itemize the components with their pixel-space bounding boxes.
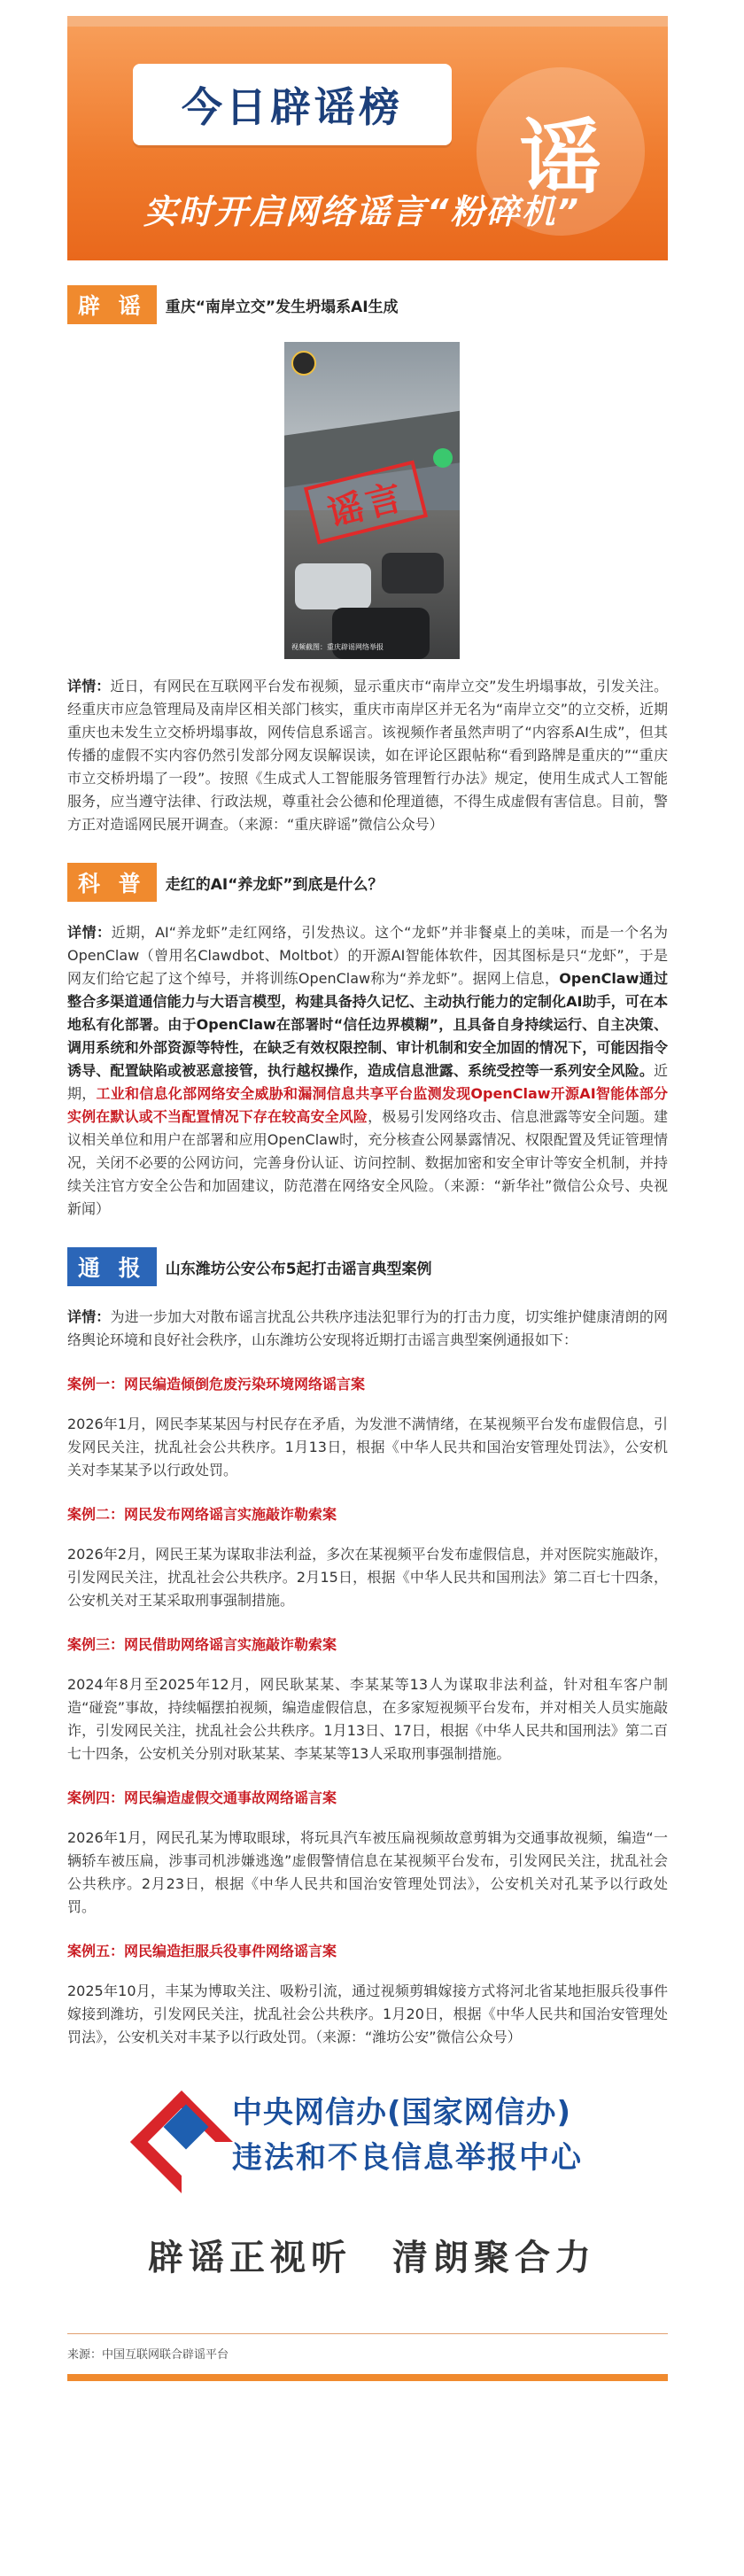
detail-text: ，极易引发网络攻击、信息泄露等安全问题。建议相关单位和用户在部署和应用OpenClaw时，充分核查公网暴露情况、权限配置及凭证管理情况，关闭不必要的公网访问，完善身份认证、访问控制、数据加密和安全审计等安全机制，并持续关注官方安全公告和加固建议，防范潜在网络安全风险。（来源：“新华社”微信公众号、央视新闻） (67, 1108, 668, 1217)
video-screenshot (284, 342, 460, 659)
logo-line2: 违法和不良信息举报中心 (232, 2140, 583, 2176)
detail-red-text: 工业和信息化部网络安全威胁和漏洞信息共享平台监测发现OpenClaw开源AI智能体部分实例在默认或不当配置情况下存在较高安全风险 (67, 1085, 668, 1125)
detail-text: 近日，有网民在互联网平台发布视频，显示重庆市“南岸立交”发生坍塌事故，引发关注。经重庆市应急管理局及南岸区相关部门核实，重庆市南岸区并无名为“南岸立交”的立交桥，近期重庆也未发生立交桥坍塌事故，网传信息系谣言。该视频作者虽然声明了“内容系AI生成”，但其传播的虚假不实内容仍然引发部分网友误解误读，如在评论区跟帖称“看到路牌是重庆的”“重庆市立交桥坍塌了一段”。按照《生成式人工智能服务管理暂行办法》规定，使用生成式人工智能服务，应当遵守法律、行政法规，尊重社会公德和伦理道德，不得生成虚假有害信息。目前，警方正对造谣网民展开调查。（来源：“重庆辟谣”微信公众号） (67, 678, 668, 833)
section-rumor-detail (67, 675, 668, 836)
section-tag-rumor: 辟 谣 (67, 285, 157, 324)
video-car (382, 553, 444, 594)
article-page (0, 16, 744, 2390)
detail-label: 详情： (67, 1308, 111, 1325)
detail-text: 近期， (67, 1062, 668, 1102)
cac-logo-icon (142, 2095, 216, 2169)
video-car (295, 563, 371, 609)
case-title: 案例四：网民编造虚假交通事故网络谣言案 (67, 1789, 337, 1806)
case-title: 案例五：网民编造拒服兵役事件网络谣言案 (67, 1943, 337, 1959)
detail-bold-text: OpenClaw通过整合多渠道通信能力与大语言模型，构建具备持久记忆、主动执行能力的定制化AI助手，可在本地私有化部署。由于OpenClaw在部署时“信任边界模糊”，且具备自身持续运行、自主决策、调用系统和外部资源等特性，在缺乏有效权限控制、审计机制和安全加固的情况下，可能因指令诱导、配置缺陷或被恶意接管，执行越权操作，造成信息泄露、系统受控等一系列安全风险。 (67, 970, 668, 1079)
banner-title: 今日辟谣榜 (182, 83, 403, 131)
section-rumor-header (67, 285, 668, 324)
section-tag-notice: 通 报 (67, 1247, 157, 1286)
footer-bar (67, 2374, 668, 2381)
case-body: 2026年2月，网民王某为谋取非法利益，多次在某视频平台发布虚假信息，并对医院实施敲诈，引发网民关注，扰乱社会公共秩序。2月15日，根据《中华人民共和国刑法》第二百七十四条，公安机关对王某采取刑事强制措施。 (67, 1546, 668, 1609)
case-title: 案例一：网民编造倾倒危废污染环境网络谣言案 (67, 1376, 366, 1393)
section-tag-science: 科 普 (67, 863, 157, 902)
banner-stripe (67, 16, 668, 27)
video-caption: 视频截图：重庆辟谣网络举报 (291, 643, 384, 651)
footer-slogan: 辟谣正视听 清朗聚合力 (148, 2238, 596, 2278)
logo-line1: 中央网信办(国家网信办) (232, 2095, 572, 2130)
case-title: 案例三：网民借助网络谣言实施敲诈勒索案 (67, 1636, 337, 1653)
logo-text (232, 2088, 583, 2176)
banner-subtitle: 实时开启网络谣言“粉碎机” (143, 192, 580, 231)
section-science-header (67, 863, 668, 902)
section-notice-intro (67, 1306, 668, 1352)
case-body: 2026年1月，网民李某某因与村民存在矛盾，为发泄不满情绪，在某视频平台发布虚假信息，引发网民关注，扰乱社会公共秩序。1月13日，根据《中华人民共和国治安管理处罚法》，公安机关对李某某予以行政处罚。 (67, 1416, 668, 1478)
detail-label: 详情： (67, 678, 111, 694)
case-title: 案例二：网民发布网络谣言实施敲诈勒索案 (67, 1506, 337, 1523)
banner-title-box (133, 64, 452, 145)
header-banner (67, 16, 668, 260)
video-avatar-icon (291, 351, 316, 376)
section-title-notice: 山东潍坊公安公布5起打击谣言典型案例 (165, 1260, 432, 1278)
section-title-science: 走红的AI“养龙虾”到底是什么？ (165, 875, 384, 894)
section-notice-header (67, 1247, 668, 1286)
case-body: 2026年1月，网民孔某为博取眼球，将玩具汽车被压扁视频故意剪辑为交通事故视频，编造“一辆轿车被压扁，涉事司机涉嫌逃逸”虚假警情信息在某视频平台发布，引发网民关注，扰乱社会公共秩序。2月23日，根据《中华人民共和国治安管理处罚法》，公安机关对孔某予以行政处罚。 (67, 1829, 668, 1915)
video-share-icon (433, 448, 453, 468)
detail-label: 详情： (67, 924, 112, 941)
detail-text: 为进一步加大对散布谣言扰乱公共秩序违法犯罪行为的打击力度，切实维护健康清朗的网络舆论环境和良好社会秩序，山东潍坊公安现将近期打击谣言典型案例通报如下： (67, 1308, 668, 1348)
section-science-detail (67, 921, 668, 1221)
footer-source: 来源：中国互联网联合辟谣平台 (67, 2348, 229, 2362)
rumor-stamp-text: 谣言 (323, 476, 410, 535)
cac-report-center-logo (142, 2088, 602, 2176)
detail-text: 近期，AI“养龙虾”走红网络，引发热议。这个“龙虾”并非餐桌上的美味，而是一个名为OpenClaw（曾用名Clawdbot、Moltbot）的开源AI智能体软件，因其图标是只“龙虾”，于是网友们给它起了这个绰号，并将训练OpenClaw称为“养龙虾”。据网上信息， (67, 924, 668, 987)
case-body: 2025年10月，丰某为博取关注、吸粉引流，通过视频剪辑嫁接方式将河北省某地拒服兵役事件嫁接到潍坊，引发网民关注，扰乱社会公共秩序。1月20日，根据《中华人民共和国治安管理处罚法》，公安机关对丰某予以行政处罚。（来源：“潍坊公安”微信公众号） (67, 1982, 668, 2045)
banner-circle-char: 谣 (519, 111, 601, 206)
case-body: 2024年8月至2025年12月，网民耿某某、李某某等13人为谋取非法利益，针对租车客户制造“碰瓷”事故，持续幅摆拍视频，编造虚假信息，在多家短视频平台发布，并对相关人员实施敲诈，引发网民关注，扰乱社会公共秩序。1月13日、17日，根据《中华人民共和国刑法》第二百七十四条，公安机关分别对耿某某、李某某等13人采取刑事强制措施。 (67, 1676, 668, 1762)
section-title-rumor: 重庆“南岸立交”发生坍塌系AI生成 (165, 298, 399, 316)
